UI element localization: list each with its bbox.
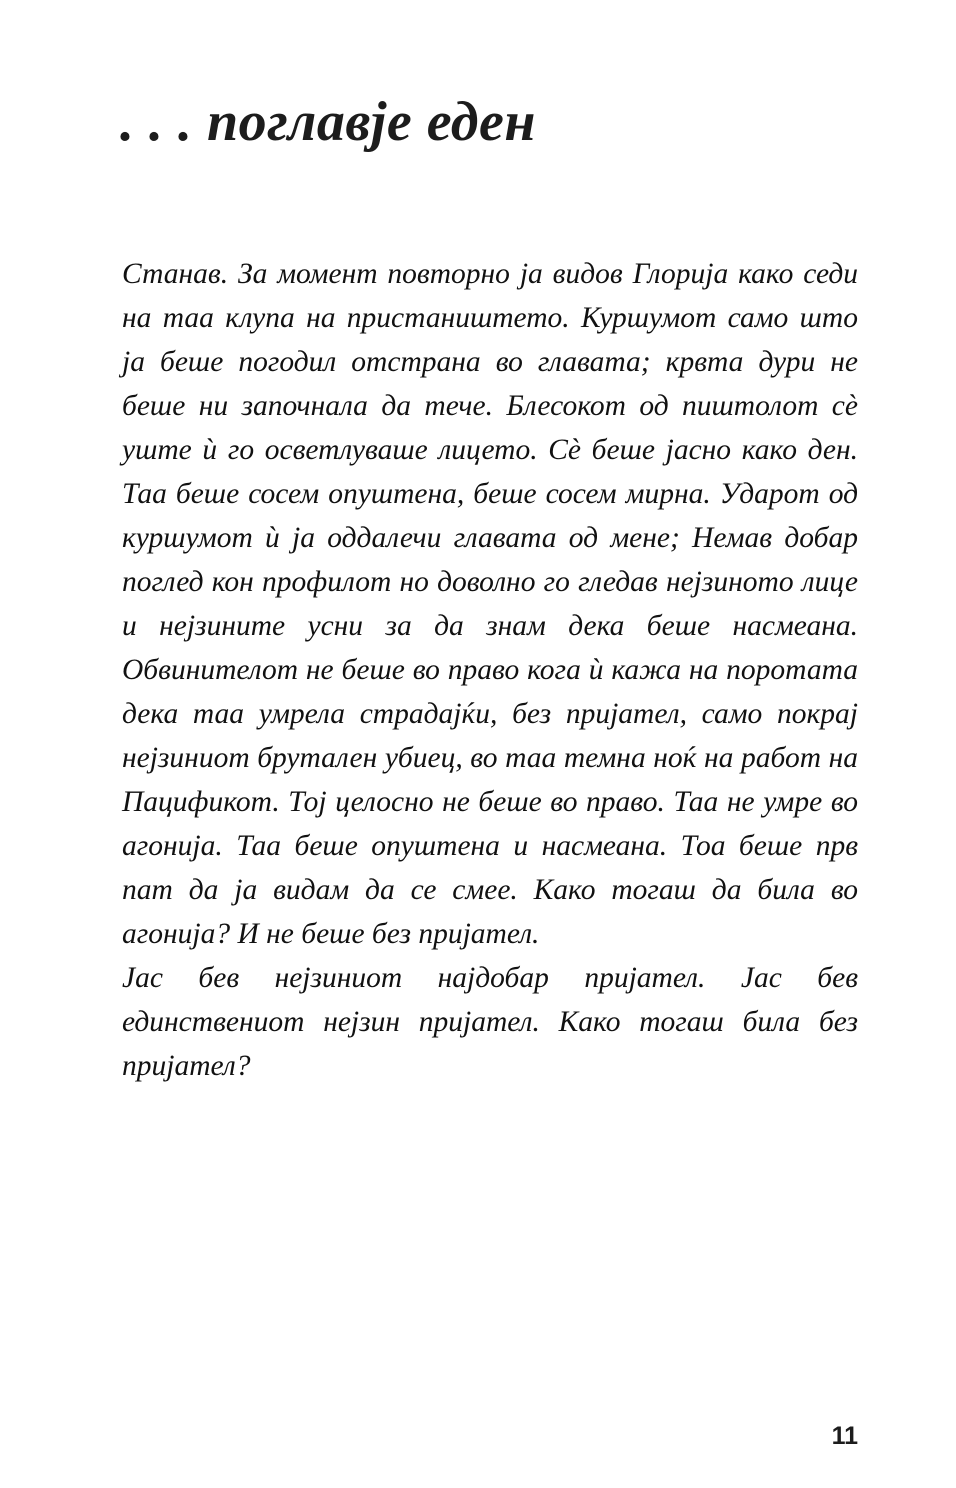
body-paragraph: Станав. За момент повторно ја видов Глорија како седи на таа клупа на пристаништето. Куршумот само што ја беше погодил отстрана во главата; крвта дури не беше ни започнала да тече. Блесокот од пиштолот сѐ уште ѝ го осветлуваше лицето. Сѐ беше јасно како ден. Таа беше сосем опуштена, беше сосем мирна. Ударот од куршумот ѝ ја оддалечи главата од мене; Немав добар поглед кон профилот но доволно го гледав нејзиното лице и нејзините усни за да знам дека беше насмеана. Обвинителот не беше во право кога ѝ кажа на поротата дека таа умрела страдајќи, без пријател, само покрај нејзиниот брутален убиец, во таа темна ноќ на работ на Пацификот. Тој целосно не беше во право. Таа не умре во агонија. Таа беше опуштена и насмеана. Тоа беше прв пат да ја видам да се смее. Како тогаш да била во агонија? И не беше без пријател. — [122, 258, 858, 950]
body-text-block — [122, 252, 858, 1088]
page-number: 11 — [831, 1422, 858, 1450]
body-paragraph: Јас бев нејзиниот најдобар пријател. Јас бев единствениот нејзин пријател. Како тогаш била без пријател? — [122, 962, 858, 1082]
chapter-heading: . . . поглавје еден — [120, 91, 536, 153]
